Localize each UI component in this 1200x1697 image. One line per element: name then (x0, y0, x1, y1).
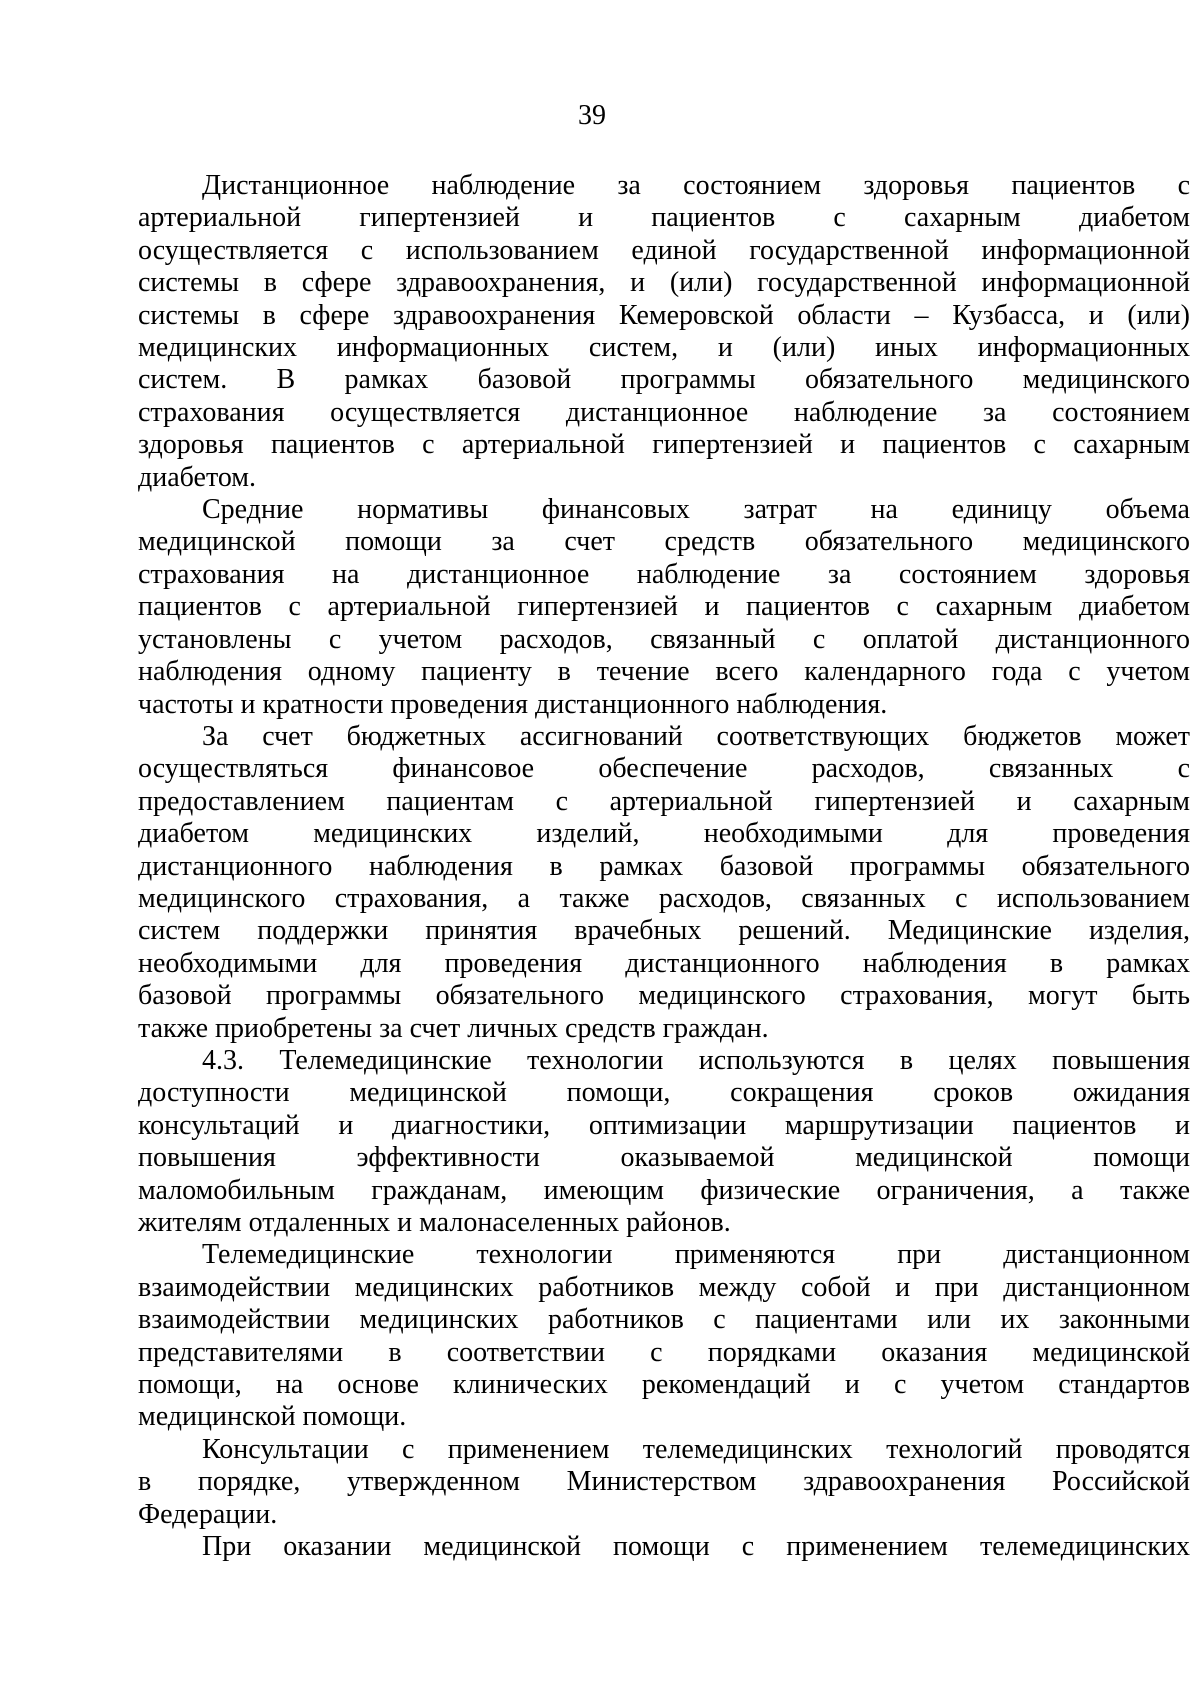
text-line: системы в сфере здравоохранения Кемеровской области – Кузбасса, и (или) (138, 299, 1190, 331)
text-line: Федерации. (138, 1498, 278, 1530)
text-line: страхования на дистанционное наблюдение за состоянием здоровья (138, 558, 1190, 590)
text-line: пациентов с артериальной гипертензией и пациентов с сахарным диабетом (138, 591, 1190, 623)
text-line: дистанционного наблюдения в рамках базовой программы обязательного (138, 850, 1190, 882)
text-line: частоты и кратности проведения дистанционного наблюдения. (138, 688, 888, 720)
text-line: взаимодействии медицинских работников с пациентами или их законными (138, 1304, 1190, 1336)
text-line: При оказании медицинской помощи с применением телемедицинских (202, 1531, 1190, 1563)
text-line: осуществляется с использованием единой государственной информационной (138, 234, 1190, 266)
page-number: 39 (578, 100, 606, 131)
text-line: повышения эффективности оказываемой медицинской помощи (138, 1142, 1190, 1174)
text-line: жителям отдаленных и малонаселенных районов. (138, 1207, 731, 1238)
text-line: медицинской помощи за счет средств обязательного медицинского (138, 526, 1190, 558)
text-line: базовой программы обязательного медицинского страхования, могут быть (138, 980, 1190, 1012)
text-line: 4.3. Телемедицинские технологии используются в целях повышения (202, 1044, 1190, 1076)
text-line: страхования осуществляется дистанционное наблюдение за состоянием (138, 396, 1190, 428)
text-line: предоставлением пациентам с артериальной гипертензией и сахарным (138, 785, 1190, 817)
text-line: артериальной гипертензией и пациентов с сахарным диабетом (138, 202, 1190, 234)
text-line: За счет бюджетных ассигнований соответствующих бюджетов может (202, 720, 1190, 752)
text-line: Консультации с применением телемедицинских технологий проводятся (202, 1433, 1190, 1465)
text-line: помощи, на основе клинических рекомендаций и с учетом стандартов (138, 1369, 1190, 1401)
text-line: консультаций и диагностики, оптимизации маршрутизации пациентов и (138, 1109, 1190, 1141)
text-line: Дистанционное наблюдение за состоянием здоровья пациентов с (202, 170, 1190, 201)
text-line: Телемедицинские технологии применяются при дистанционном (202, 1239, 1190, 1271)
text-line: здоровья пациентов с артериальной гипертензией и пациентов с сахарным (138, 429, 1190, 461)
text-line: диабетом. (138, 461, 257, 493)
document-text-block (138, 170, 1190, 1563)
text-line: медицинских информационных систем, и (или) иных информационных (138, 332, 1190, 364)
text-line: медицинской помощи. (138, 1401, 407, 1433)
text-line: представителями в соответствии с порядками оказания медицинской (138, 1336, 1190, 1368)
text-line: систем поддержки принятия врачебных решений. Медицинские изделия, (138, 915, 1190, 947)
text-line: диабетом медицинских изделий, необходимыми для проведения (138, 818, 1190, 850)
text-line: системы в сфере здравоохранения, и (или) государственной информационной (138, 267, 1190, 299)
text-line: Средние нормативы финансовых затрат на единицу объема (202, 494, 1190, 526)
text-line: также приобретены за счет личных средств граждан. (138, 1012, 769, 1044)
text-line: необходимыми для проведения дистанционного наблюдения в рамках (138, 947, 1190, 979)
text-line: установлены с учетом расходов, связанный с оплатой дистанционного (138, 623, 1190, 655)
text-line: систем. В рамках базовой программы обязательного медицинского (138, 364, 1190, 396)
text-line: взаимодействии медицинских работников между собой и при дистанционном (138, 1271, 1190, 1303)
text-line: наблюдения одному пациенту в течение всего календарного года с учетом (138, 656, 1190, 688)
text-line: медицинского страхования, а также расходов, связанных с использованием (138, 882, 1190, 914)
text-line: в порядке, утвержденном Министерством здравоохранения Российской (138, 1466, 1190, 1498)
text-line: доступности медицинской помощи, сокращения сроков ожидания (138, 1077, 1190, 1109)
text-line: маломобильным гражданам, имеющим физические ограничения, а также (138, 1174, 1190, 1206)
text-line: осуществляться финансовое обеспечение расходов, связанных с (138, 753, 1190, 785)
